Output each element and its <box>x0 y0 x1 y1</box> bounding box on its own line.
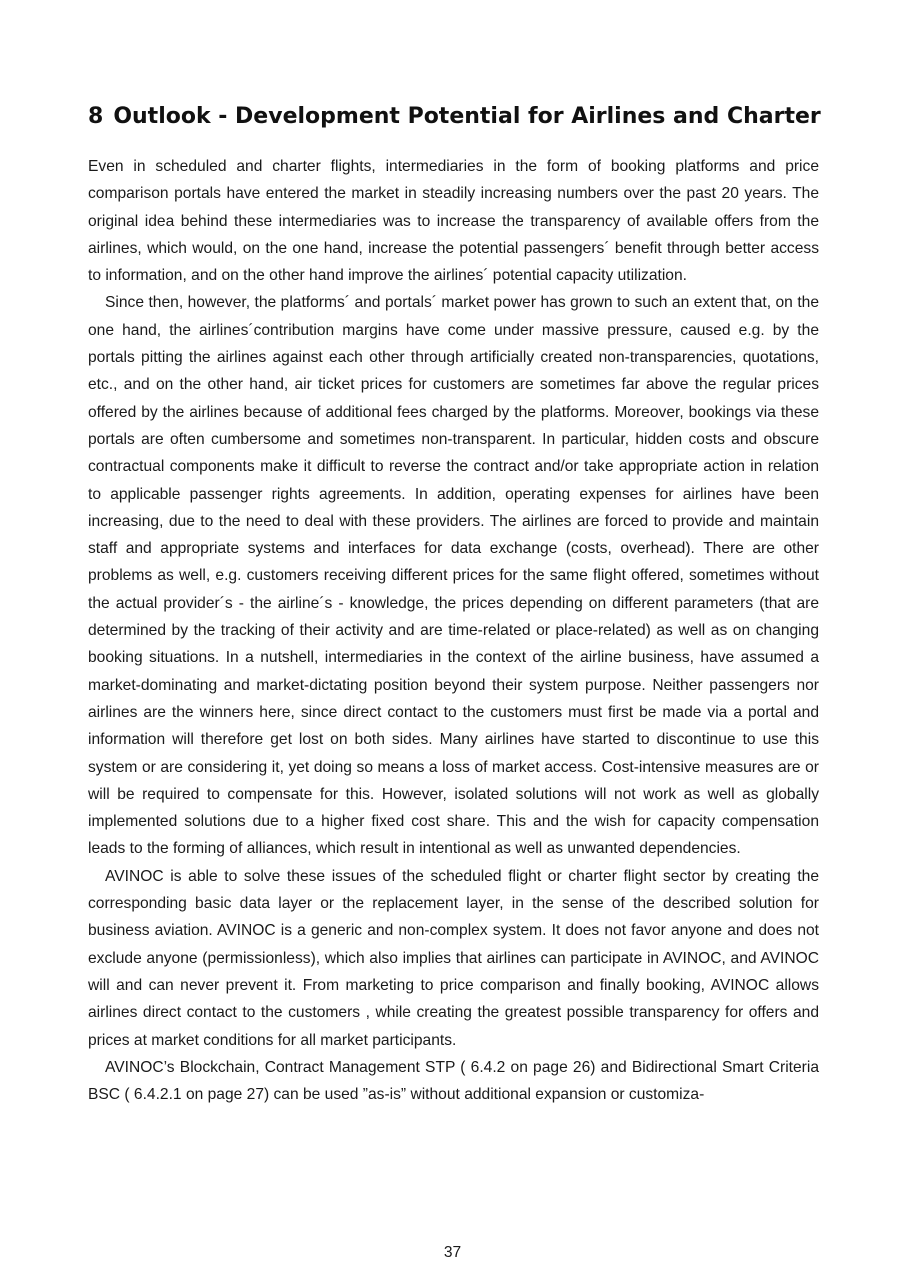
body-text <box>88 153 819 1108</box>
section-heading <box>88 100 848 134</box>
paragraph-avinoc-solution: AVINOC is able to solve these issues of the scheduled flight or charter flight sector by creating the corresponding basic data layer or the replacement layer, in the sense of the described solution for business aviation. AVINOC is a generic and non-complex system. It does not favor anyone and does not exclude anyone (permissionless), which also implies that airlines can participate in AVINOC, and AVINOC will and can never prevent it. From marketing to price comparison and finally booking, AVINOC allows airlines direct contact to the customers , while creating the greatest possible transparency for offers and prices at market conditions for all market participants. <box>88 867 819 1049</box>
paragraph-problems: Since then, however, the platforms´ and portals´ market power has grown to such an extent that, on the one hand, the airlines´contribution margins have come under massive pressure, caused e.g. by the portals pitting the airlines against each other through artificially created non-transparencies, quotations, etc., and on the other hand, air ticket prices for customers are sometimes far above the regular prices offered by the airlines because of additional fees charged by the platforms. Moreover, bookings via these portals are often cumbersome and sometimes non-transparent. In particular, hidden costs and obscure contractual components make it difficult to reverse the contract and/or take appropriate action in relation to applicable passenger rights agreements. In addition, operating expenses for airlines have been increasing, due to the need to deal with these providers. The airlines are forced to provide and maintain staff and appropriate systems and interfaces for data exchange (costs, overhead). There are other problems as well, e.g. customers receiving different prices for the same flight offered, sometimes without the actual provider´s - the airline´s - knowledge, the prices depending on different parameters (that are determined by the tracking of their activity and are time-related or place-related) as well as on changing booking situations. In a nutshell, intermediaries in the context of the airline business, have assumed a market-dominating and market-dictating position beyond their system purpose. Neither passengers nor airlines are the winners here, since direct contact to the customers must first be made via a portal and information will therefore get lost on both sides. Many airlines have started to discontinue to use this system or are considering it, yet doing so means a loss of market access. Cost-intensive measures are or will be required to compensate for this. However, isolated solutions will not work as well as globally implemented solutions due to a higher fixed cost share. This and the wish for capacity compensation leads to the forming of alliances, which result in intentional as well as unwanted dependencies. <box>88 294 819 858</box>
page-number: 37 <box>443 1244 462 1261</box>
section-number: 8 <box>88 104 104 129</box>
paragraph-intro: Even in scheduled and charter flights, intermediaries in the form of booking platforms and price comparison portals have entered the market in steadily increasing numbers over the past 20 years. The original idea behind these intermediaries was to increase the transparency of available offers from the airlines, which would, on the one hand, increase the potential passengers´ benefit through better access to information, and on the other hand improve the airlines´ potential capacity utilization. <box>88 158 819 285</box>
section-title: Outlook - Development Potential for Airlines and Charter <box>113 104 821 129</box>
paragraph-avinoc-components: AVINOC’s Blockchain, Contract Management STP ( 6.4.2 on page 26) and Bidirectional Smart Criteria BSC ( 6.4.2.1 on page 27) can be used ”as-is” without additional expansion or customiza- <box>88 1058 819 1104</box>
